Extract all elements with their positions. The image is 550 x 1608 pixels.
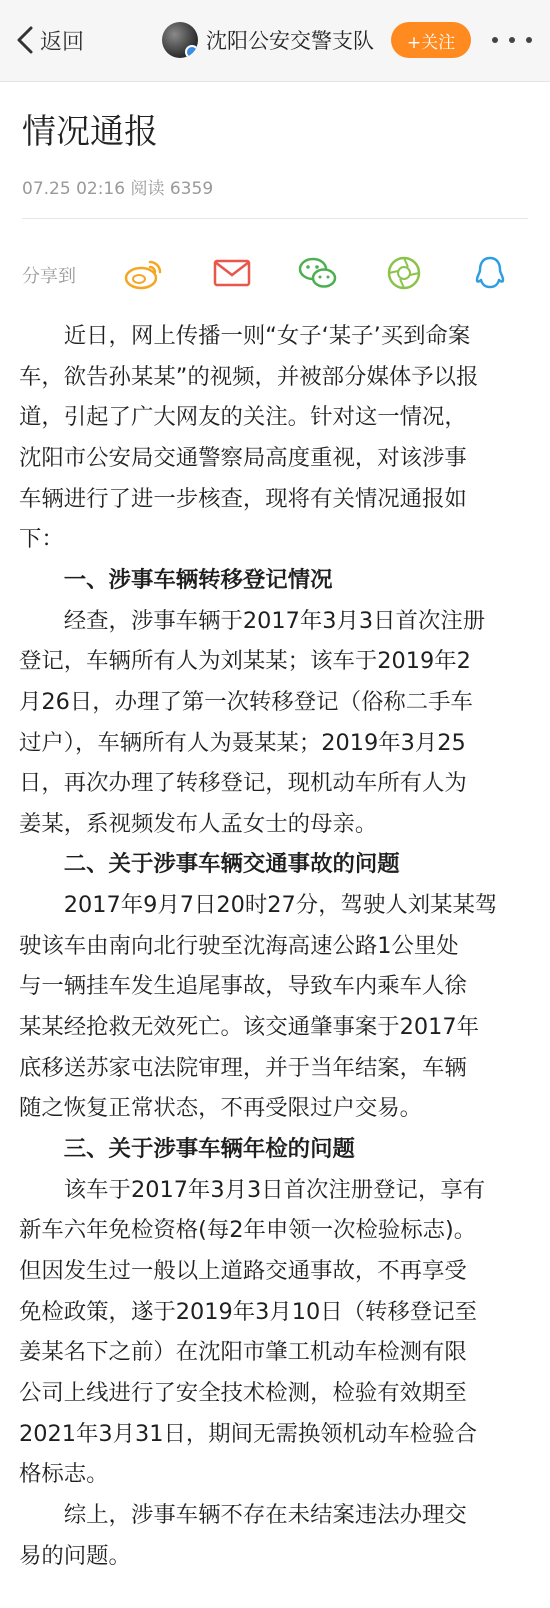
body-text-line: 2021年3月31日，期间无需换领机动车检验合 <box>19 1420 477 1447</box>
body-text-line: 道，引起了广大网友的关注。针对这一情况， <box>19 404 467 431</box>
article-meta: 07.25 02:16 阅读 6359 <box>22 179 214 199</box>
body-text-line: 某某经抢救无效死亡。该交通肇事案于2017年 <box>19 1014 480 1041</box>
body-text-line: 但因发生过一般以上道路交通事故，不再享受 <box>19 1257 467 1284</box>
wechat-icon[interactable] <box>296 254 340 292</box>
body-text-line: 免检政策，遂于2019年3月10日（转移登记至 <box>19 1298 477 1325</box>
body-text-line: 姜某名下之前）在沈阳市肇工机动车检测有限 <box>19 1339 467 1366</box>
verified-badge-icon <box>185 45 198 58</box>
back-label: 返回 <box>40 29 85 55</box>
body-text-line: 登记，车辆所有人为刘某某；该车于2019年2 <box>19 648 471 675</box>
body-text-line: 近日，网上传播一则“女子‘某子’买到命案 <box>19 323 471 349</box>
more-options-icon[interactable] <box>492 28 532 52</box>
qq-icon[interactable] <box>468 254 512 292</box>
back-button[interactable] <box>14 22 84 58</box>
body-text-line: 公司上线进行了安全技术检测，检验有效期至 <box>19 1379 467 1406</box>
body-text-line: 新车六年免检资格(每2年申领一次检验标志)。 <box>19 1217 477 1244</box>
avatar[interactable] <box>162 22 198 58</box>
follow-button[interactable]: +关注 <box>391 22 471 58</box>
account-info[interactable] <box>162 20 374 60</box>
body-text-line: 随之恢复正常状态，不再受限过户交易。 <box>19 1095 423 1122</box>
body-text-line: 月26日，办理了第一次转移登记（俗称二手车 <box>19 688 473 715</box>
body-text-line: 经查，涉事车辆于2017年3月3日首次注册 <box>19 607 486 634</box>
body-text-line: 与一辆挂车发生追尾事故，导致车内乘车人徐 <box>19 973 467 1000</box>
body-text-line: 车，欲告孙某某”的视频，并被部分媒体予以报 <box>19 363 479 390</box>
body-text-line: 该车于2017年3月3日首次注册登记，享有 <box>19 1176 486 1203</box>
body-text-line: 驶该车由南向北行驶至沈海高速公路1公里处 <box>19 932 459 959</box>
body-text-line: 日，再次办理了转移登记，现机动车所有人为 <box>19 770 467 797</box>
article-title: 情况通报 <box>22 112 158 152</box>
mail-icon[interactable] <box>210 254 254 292</box>
top-nav-bar <box>0 0 550 82</box>
body-text-line: 沈阳市公安局交通警察局高度重视，对该涉事 <box>19 444 467 471</box>
moments-icon[interactable] <box>382 254 426 292</box>
section-heading: 三、关于涉事车辆年检的问题 <box>19 1136 355 1162</box>
account-name[interactable]: 沈阳公安交警支队 <box>206 29 374 53</box>
section-heading: 二、关于涉事车辆交通事故的问题 <box>19 851 400 878</box>
body-text-line: 综上，涉事车辆不存在未结案违法办理交 <box>19 1501 467 1528</box>
section-heading: 一、涉事车辆转移登记情况 <box>19 566 333 593</box>
chevron-left-icon <box>14 22 36 58</box>
body-text-line: 姜某，系视频发布人孟女士的母亲。 <box>19 810 378 837</box>
share-label: 分享到 <box>22 266 76 287</box>
body-text-line: 过户），车辆所有人为聂某某；2019年3月25 <box>19 729 466 756</box>
divider <box>22 218 528 219</box>
body-text-line: 下： <box>19 526 64 553</box>
body-text-line: 易的问题。 <box>19 1542 131 1569</box>
body-text-line: 车辆进行了进一步核查，现将有关情况通报如 <box>19 485 467 512</box>
body-text-line: 底移送苏家屯法院审理，并于当年结案，车辆 <box>19 1054 467 1081</box>
body-text-line: 格标志。 <box>19 1461 109 1488</box>
weibo-icon[interactable] <box>122 254 166 292</box>
body-text-line: 2017年9月7日20时27分，驾驶人刘某某驾 <box>19 892 498 919</box>
